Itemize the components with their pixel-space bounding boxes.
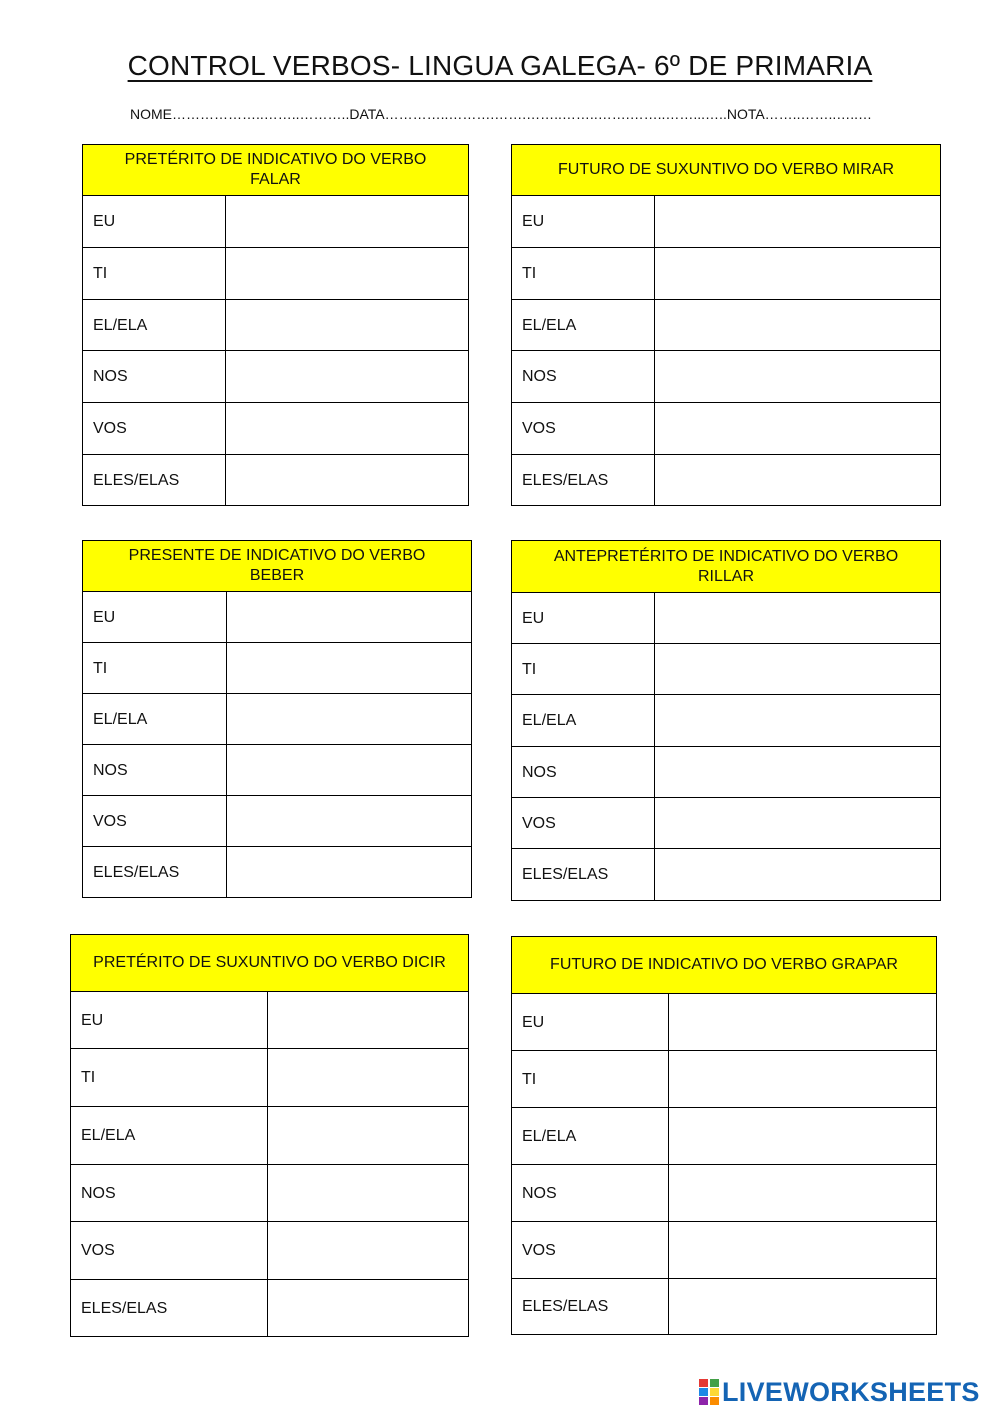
answer-cell[interactable]	[655, 593, 941, 644]
answer-cell[interactable]	[227, 592, 472, 643]
answer-cell[interactable]	[655, 455, 941, 506]
person-label: NOS	[71, 1165, 268, 1222]
person-label: NOS	[83, 351, 226, 403]
liveworksheets-logo	[698, 1376, 980, 1408]
person-label: NOS	[83, 745, 227, 796]
person-label: EU	[83, 196, 226, 248]
liveworksheets-logo-text: LIVEWORKSHEETS	[722, 1376, 980, 1407]
answer-cell[interactable]	[655, 644, 941, 695]
answer-cell[interactable]	[655, 351, 941, 403]
answer-cell[interactable]	[268, 1107, 469, 1165]
person-label: TI	[83, 643, 227, 694]
person-label: EU	[83, 592, 227, 643]
answer-cell[interactable]	[669, 1279, 937, 1335]
answer-cell[interactable]	[226, 300, 469, 351]
answer-cell[interactable]	[655, 403, 941, 455]
person-label: NOS	[512, 1165, 669, 1222]
person-label: VOS	[83, 796, 227, 847]
table-heading: FUTURO DE INDICATIVO DO VERBO GRAPAR	[512, 937, 937, 994]
conjugation-table-dicir	[70, 934, 469, 1337]
document-title: CONTROL VERBOS- LINGUA GALEGA- 6º DE PRIMARIA	[127, 50, 873, 81]
answer-cell[interactable]	[226, 455, 469, 506]
person-label: VOS	[71, 1222, 268, 1280]
person-label: NOS	[512, 747, 655, 798]
answer-cell[interactable]	[268, 1280, 469, 1337]
answer-cell[interactable]	[655, 196, 941, 248]
answer-cell[interactable]	[655, 849, 941, 901]
table-heading: PRESENTE DE INDICATIVO DO VERBO BEBER	[83, 541, 472, 592]
person-label: VOS	[512, 798, 655, 849]
person-label: VOS	[83, 403, 226, 455]
table-heading: FUTURO DE SUXUNTIVO DO VERBO MIRAR	[512, 145, 941, 196]
answer-cell[interactable]	[669, 1108, 937, 1165]
answer-cell[interactable]	[227, 847, 472, 898]
answer-cell[interactable]	[655, 798, 941, 849]
person-label: EU	[512, 196, 655, 248]
answer-cell[interactable]	[226, 403, 469, 455]
answer-cell[interactable]	[655, 695, 941, 747]
person-label: ELES/ELAS	[71, 1280, 268, 1337]
answer-cell[interactable]	[227, 694, 472, 745]
answer-cell[interactable]	[655, 300, 941, 351]
table-heading: PRETÉRITO DE SUXUNTIVO DO VERBO DICIR	[71, 935, 469, 992]
person-label: EL/ELA	[83, 300, 226, 351]
answer-cell[interactable]	[669, 1051, 937, 1108]
person-label: VOS	[512, 1222, 669, 1279]
person-label: ELES/ELAS	[512, 1279, 669, 1335]
person-label: EL/ELA	[83, 694, 227, 745]
answer-cell[interactable]	[268, 1222, 469, 1280]
person-label: TI	[512, 1051, 669, 1108]
answer-cell[interactable]	[226, 351, 469, 403]
conjugation-table-grapar	[511, 936, 937, 1335]
person-label: NOS	[512, 351, 655, 403]
conjugation-table-rillar	[511, 540, 941, 901]
answer-cell[interactable]	[669, 1165, 937, 1222]
conjugation-table-falar	[82, 144, 469, 506]
answer-cell[interactable]	[226, 248, 469, 300]
person-label: EL/ELA	[512, 300, 655, 351]
table-heading: ANTEPRETÉRITO DE INDICATIVO DO VERBO RILLAR	[512, 541, 941, 593]
answer-cell[interactable]	[226, 196, 469, 248]
person-label: EL/ELA	[512, 695, 655, 747]
person-label: ELES/ELAS	[83, 455, 226, 506]
person-label: TI	[71, 1049, 268, 1107]
answer-cell[interactable]	[669, 994, 937, 1051]
conjugation-table-mirar	[511, 144, 941, 506]
person-label: EU	[512, 593, 655, 644]
person-label: VOS	[512, 403, 655, 455]
liveworksheets-logo-icon	[698, 1378, 720, 1406]
answer-cell[interactable]	[268, 1049, 469, 1107]
person-label: EU	[512, 994, 669, 1051]
answer-cell[interactable]	[655, 747, 941, 798]
person-label: ELES/ELAS	[512, 455, 655, 506]
person-label: TI	[83, 248, 226, 300]
answer-cell[interactable]	[268, 992, 469, 1049]
person-label: ELES/ELAS	[83, 847, 227, 898]
person-label: EU	[71, 992, 268, 1049]
answer-cell[interactable]	[655, 248, 941, 300]
person-label: EL/ELA	[512, 1108, 669, 1165]
answer-cell[interactable]	[227, 745, 472, 796]
person-label: EL/ELA	[71, 1107, 268, 1165]
answer-cell[interactable]	[669, 1222, 937, 1279]
student-info-line: NOME………………..……..………..DATA…………..……….…….……..……..…….……..……...…..NOTA……..……..…..…	[130, 106, 873, 122]
answer-cell[interactable]	[268, 1165, 469, 1222]
person-label: ELES/ELAS	[512, 849, 655, 901]
conjugation-table-beber	[82, 540, 472, 898]
person-label: TI	[512, 644, 655, 695]
person-label: TI	[512, 248, 655, 300]
answer-cell[interactable]	[227, 643, 472, 694]
table-heading: PRETÉRITO DE INDICATIVO DO VERBO FALAR	[83, 145, 469, 196]
answer-cell[interactable]	[227, 796, 472, 847]
